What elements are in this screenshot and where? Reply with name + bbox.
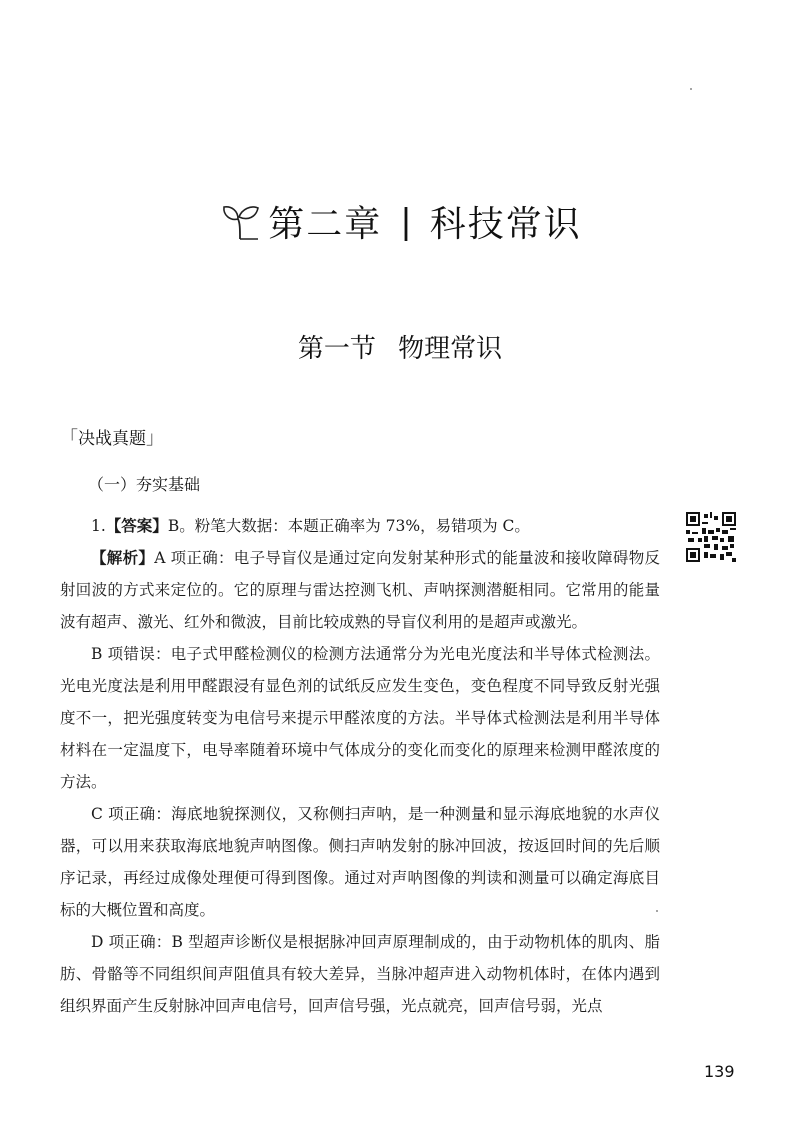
practice-tag-label: 决战真题	[78, 429, 146, 449]
chapter-subject: 科技常识	[429, 204, 582, 245]
question-number: 1.	[91, 517, 106, 535]
body-text	[60, 510, 660, 1022]
analysis-para-a	[60, 542, 660, 638]
analysis-para-b: B 项错误：电子式甲醛检测仪的检测方法通常分为光电光度法和半导体式检测法。光电光度法是利用甲醛跟浸有显色剂的试纸反应发生变色，变色程度不同导致反射光强度不一，把光强度转变为电信号来提示甲醛浓度的方法。半导体式检测法是利用半导体材料在一定温度下，电导率随着环境中气体成分的变化而变化的原理来检测甲醛浓度的方法。	[60, 645, 660, 791]
sprout-icon	[218, 199, 264, 245]
answer-line	[60, 510, 660, 542]
analysis-para-d: D 项正确：B 型超声诊断仪是根据脉冲回声原理制成的，由于动物机体的肌肉、脂肪、骨骼等不同组织间声阻值具有较大差异，当脉冲超声进入动物机体时，在体内遇到组织界面产生反射脉冲回声电信号，回声信号强，光点就亮，回声信号弱，光点	[60, 933, 660, 1015]
section-title: 第一节 物理常识	[297, 334, 503, 364]
practice-tag	[60, 424, 164, 450]
tag-open-bracket: 「	[60, 428, 78, 449]
subheading: （一）夯实基础	[88, 475, 201, 494]
answer-text: B。粉笔大数据：本题正确率为 73%，易错项为 C。	[167, 517, 530, 535]
scan-speck	[656, 910, 658, 912]
answer-tag: 【答案】	[105, 517, 168, 535]
chapter-separator: |	[400, 201, 412, 242]
page-number: 139	[704, 1062, 735, 1081]
chapter-header	[0, 196, 800, 247]
analysis-para-c: C 项正确：海底地貌探测仪，又称侧扫声呐，是一种测量和显示海底地貌的水声仪器，可以用来获取海底地貌声呐图像。侧扫声呐发射的脉冲回波，按返回时间的先后顺序记录，再经过成像处理便可得到图像。通过对声呐图像的判读和测量可以确定海底目标的大概位置和高度。	[60, 805, 660, 919]
scan-speck	[690, 88, 692, 90]
analysis-tag: 【解析】	[91, 549, 155, 567]
tag-close-bracket: 」	[146, 428, 164, 449]
analysis-a-text: A 项正确：电子导盲仪是通过定向发射某种形式的能量波和接收障碍物反射回波的方式来定位的。它的原理与雷达控测飞机、声呐探测潜艇相同。它常用的能量波有超声、激光、红外和微波，目前比较成熟的导盲仪利用的是超声或激光。	[60, 549, 660, 631]
qr-code-icon[interactable]	[686, 512, 736, 562]
chapter-number: 第二章	[268, 204, 383, 245]
